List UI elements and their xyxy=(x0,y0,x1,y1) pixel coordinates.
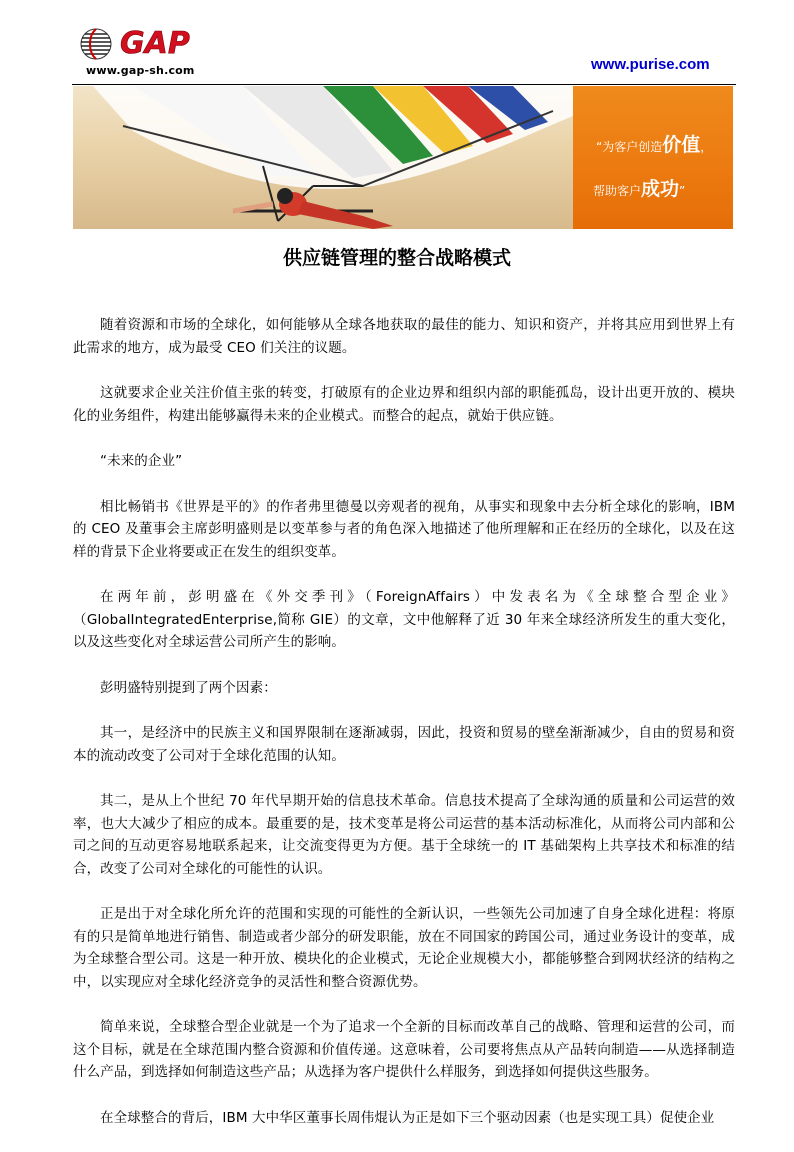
gap-brand-logo xyxy=(118,24,210,60)
paragraph: 正是出于对全球化所允许的范围和实现的可能性的全新认识，一些领先公司加速了自身全球化进程：将原有的只是简单地进行销售、制造或者少部分的研发职能，放在不同国家的跨国公司，通过业务设计的变革，成为全球整合型公司。这是一种开放、模块化的企业模式，无论企业规模大小，都能够整合到网状经济的结构之中，以实现应对全球化经济竞争的灵活性和整合资源优势。 xyxy=(73,906,735,990)
globe-logo-icon xyxy=(80,28,112,60)
slogan-line-1: “为客户创造价值， xyxy=(596,134,713,156)
paragraph: 在两年前，彭明盛在《外交季刊》（ForeignAffairs）中发表名为《全球整合型企业》（GlobalIntegratedEnterprise,简称 GIE）的文章，文中他解释了近 30 年来全球经济所发生的重大变化，以及这些变化对全球运营公司所产生的影响。 xyxy=(73,589,735,650)
header-divider xyxy=(72,84,736,85)
hang-glider-illustration xyxy=(73,86,573,229)
paragraph: 简单来说，全球整合型企业就是一个为了追求一个全新的目标而改革自己的战略、管理和运营的公司，而这个目标，就是在全球范围内整合资源和价值传递。这意味着，公司要将焦点从产品转向制造——从选择制造什么产品，到选择如何制造这些产品；从选择为客户提供什么样服务，到选择如何提供这些服务。 xyxy=(73,1019,735,1080)
hang-glider-photo xyxy=(73,86,573,229)
slogan-panel xyxy=(573,86,733,229)
hero-banner xyxy=(73,86,733,229)
logo-website: www.gap-sh.com xyxy=(86,64,195,77)
paragraph: 彭明盛特别提到了两个因素： xyxy=(100,679,277,696)
slogan-line-2: 帮助客户成功” xyxy=(593,178,686,200)
paragraph: 相比畅销书《世界是平的》的作者弗里德曼以旁观者的视角，从事实和现象中去分析全球化的影响，IBM 的 CEO 及董事会主席彭明盛则是以变革参与者的角色深入地描述了他所理解和正在经历的全球化，以及在这样的背景下企业将要或正在发生的组织变革。 xyxy=(73,498,735,560)
paragraph: 这就要求企业关注价值主张的转变，打破原有的企业边界和组织内部的职能孤岛，设计出更开放的、模块化的业务组件，构建出能够赢得未来的企业模式。而整合的起点，就始于供应链。 xyxy=(73,385,735,424)
company-logo[interactable] xyxy=(74,24,214,80)
paragraph: 随着资源和市场的全球化，如何能够从全球各地获取的最佳的能力、知识和资产，并将其应用到世界上有此需求的地方，成为最受 CEO 们关注的议题。 xyxy=(73,317,735,356)
paragraph: “未来的企业” xyxy=(100,453,183,469)
paragraph: 在全球整合的背后，IBM 大中华区董事长周伟焜认为正是如下三个驱动因素（也是实现工具）促使企业 xyxy=(100,1109,715,1126)
article-body xyxy=(73,314,735,1152)
logo-text: GAP xyxy=(120,26,190,60)
paragraph: 其二，是从上个世纪 70 年代早期开始的信息技术革命。信息技术提高了全球沟通的质量和公司运营的效率，也大大减少了相应的成本。最重要的是，技术变革是将公司运营的基本活动标准化，从而将公司内部和公司之间的互动更容易地联系起来，让交流变得更为方便。基于全球统一的 IT 基础架构上共享技术和标准的结合，改变了公司对全球化的可能性的认识。 xyxy=(73,793,735,877)
article-title: 供应链管理的整合战略模式 xyxy=(282,247,511,269)
header-url-link[interactable]: www.purise.com xyxy=(591,56,710,73)
paragraph: 其一，是经济中的民族主义和国界限制在逐渐减弱，因此，投资和贸易的壁垒渐渐减少，自由的贸易和资本的流动改变了公司对于全球化范围的认知。 xyxy=(73,725,735,764)
